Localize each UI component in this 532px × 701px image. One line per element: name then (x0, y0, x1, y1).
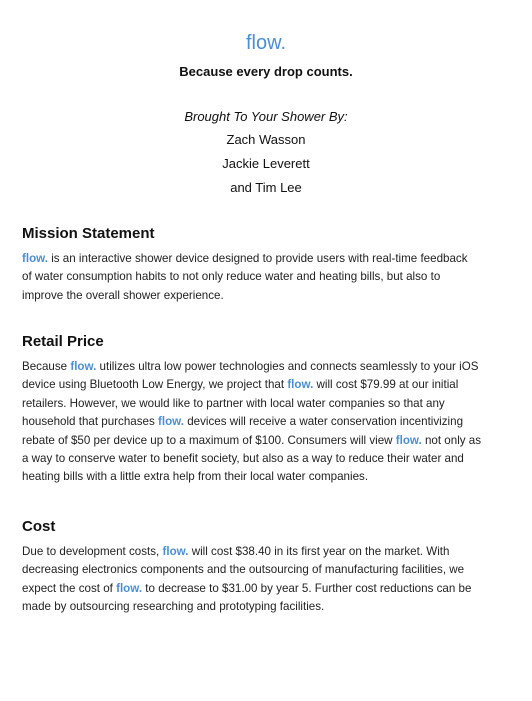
text-segment: improve the overall shower experience. (22, 288, 224, 302)
paragraph-line (22, 561, 514, 579)
paragraph-line (22, 287, 514, 305)
retail-price-paragraph (22, 358, 514, 487)
paragraph-line (22, 395, 514, 413)
paragraph-line (22, 413, 514, 431)
retail-price-heading: Retail Price (22, 333, 104, 350)
text-segment: heating bills with a little extra help from their local water companies. (22, 470, 369, 484)
paragraph-line (22, 543, 514, 561)
brand-logo: flow. (245, 32, 287, 54)
text-segment: devices will receive a water conservation incentivizing (184, 415, 464, 429)
text-segment: of water consumption habits to not only reduce water and heating bills, but also to (22, 270, 441, 284)
paragraph-line (22, 358, 514, 376)
mission-paragraph (22, 250, 514, 305)
text-segment: household that purchases (22, 415, 159, 429)
text-segment: utilizes ultra low power technologies and connects seamlessly to your iOS (96, 360, 479, 373)
paragraph-line (22, 268, 514, 286)
author-name: Zach Wasson (226, 132, 306, 147)
paragraph-line (22, 580, 514, 598)
brought-by-label: Brought To Your Shower By: (184, 109, 348, 124)
brand-mention: flow. (287, 378, 314, 392)
text-segment: to decrease to $31.00 by year 5. Further cost reductions can be (142, 581, 472, 595)
brand-mention: flow. (22, 252, 48, 265)
text-segment: not only as (421, 433, 482, 447)
text-segment: rebate of $50 per device up to a maximum of $100. Consumers will view (22, 433, 396, 447)
author-name: and Tim Lee (230, 180, 302, 195)
text-segment: is an interactive shower device designed to provide users with real-time feedback (47, 252, 468, 265)
cost-paragraph (22, 543, 514, 617)
text-segment: retailers. However, we would like to partner with local water companies so that any (22, 396, 445, 410)
text-segment: expect the cost of (22, 581, 117, 595)
text-segment: a way to conserve water to benefit society, but also as a way to reduce their water and (22, 452, 464, 466)
paragraph-line (22, 376, 514, 394)
paragraph-line (22, 432, 514, 450)
brand-mention: flow. (158, 415, 184, 429)
text-segment: made by outsourcing researching and prototyping facilities. (22, 600, 325, 614)
text-segment: will cost $79.99 at our initial (313, 378, 459, 392)
brand-mention: flow. (395, 433, 422, 447)
cost-heading: Cost (22, 518, 56, 535)
tagline: Because every drop counts. (179, 64, 353, 79)
text-segment: Due to development costs, (22, 545, 163, 558)
brand-mention: flow. (70, 360, 97, 373)
author-name: Jackie Leverett (222, 156, 310, 171)
text-segment: device using Bluetooth Low Energy, we project that (22, 378, 288, 392)
paragraph-line (22, 598, 514, 616)
text-segment: Because (22, 360, 71, 373)
brand-mention: flow. (116, 581, 143, 595)
text-segment: will cost $38.40 in its first year on the market. With (188, 545, 450, 558)
paragraph-line (22, 468, 514, 486)
mission-heading: Mission Statement (22, 225, 155, 242)
paragraph-line (22, 450, 514, 468)
brand-mention: flow. (162, 545, 189, 558)
text-segment: decreasing electronics components and the outsourcing of manufacturing facilities, we (22, 563, 465, 577)
paragraph-line (22, 250, 514, 268)
